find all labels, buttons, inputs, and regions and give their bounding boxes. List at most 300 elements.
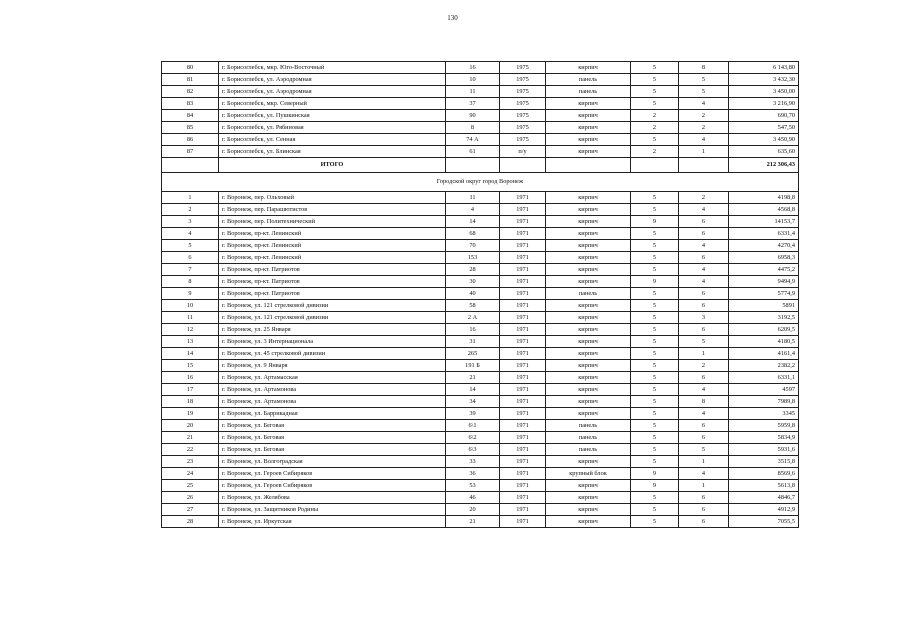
table-row	[162, 300, 799, 312]
year-cell: 1971	[500, 228, 546, 240]
row-number-cell: 26	[162, 492, 219, 504]
year-cell: 1975	[500, 134, 546, 146]
wall-material-cell: кирпич	[546, 360, 631, 372]
area-cell: 14153,7	[729, 216, 799, 228]
section-title: Городской округ город Воронеж	[162, 173, 799, 192]
row-number-cell: 20	[162, 420, 219, 432]
floors-cell: 5	[631, 492, 679, 504]
area-cell: 4912,9	[729, 504, 799, 516]
entrances-cell: 1	[679, 348, 729, 360]
area-cell: 4846,7	[729, 492, 799, 504]
building-number-cell: 61	[446, 146, 500, 158]
table-row	[162, 468, 799, 480]
row-number-cell: 4	[162, 228, 219, 240]
table-row	[162, 74, 799, 86]
page-number: 130	[447, 14, 458, 22]
table-row	[162, 192, 799, 204]
floors-cell: 5	[631, 432, 679, 444]
area-cell: 9494,9	[729, 276, 799, 288]
wall-material-cell: кирпич	[546, 396, 631, 408]
table-row	[162, 276, 799, 288]
floors-cell: 5	[631, 336, 679, 348]
area-cell: 4198,8	[729, 192, 799, 204]
entrances-cell: 4	[679, 408, 729, 420]
address-cell: г. Воронеж, ул. Желябова	[219, 492, 446, 504]
wall-material-cell: кирпич	[546, 456, 631, 468]
wall-material-cell: кирпич	[546, 192, 631, 204]
building-number-cell: 68	[446, 228, 500, 240]
entrances-cell: 5	[679, 444, 729, 456]
building-number-cell: 21	[446, 372, 500, 384]
building-number-cell: 265	[446, 348, 500, 360]
area-cell: 690,70	[729, 110, 799, 122]
row-number-cell: 1	[162, 192, 219, 204]
address-cell: г. Воронеж, ул. Волгоградская	[219, 456, 446, 468]
address-cell: г. Борисоглебск, ул. Сенная	[219, 134, 446, 146]
address-cell: г. Борисоглебск, мкр. Юго-Восточный	[219, 62, 446, 74]
year-cell: 1975	[500, 98, 546, 110]
address-cell: г. Воронеж, ул. 25 Января	[219, 324, 446, 336]
row-number-cell: 22	[162, 444, 219, 456]
year-cell: 1975	[500, 62, 546, 74]
year-cell: 1971	[500, 396, 546, 408]
building-number-cell: 58	[446, 300, 500, 312]
year-cell: 1971	[500, 264, 546, 276]
building-number-cell: 6\3	[446, 444, 500, 456]
entrances-cell: 1	[679, 456, 729, 468]
area-cell: 6331,4	[729, 228, 799, 240]
table-section-voronezh	[162, 192, 799, 528]
year-cell: 1975	[500, 122, 546, 134]
building-number-cell: 21	[446, 516, 500, 528]
table-row	[162, 98, 799, 110]
wall-material-cell: крупный блок	[546, 468, 631, 480]
address-cell: г. Воронеж, ул. Беговая	[219, 432, 446, 444]
wall-material-cell: кирпич	[546, 276, 631, 288]
building-number-cell: 11	[446, 192, 500, 204]
address-cell: г. Воронеж, пр-кт. Ленинский	[219, 240, 446, 252]
address-cell: г. Воронеж, пр-кт. Ленинский	[219, 252, 446, 264]
entrances-cell: 6	[679, 492, 729, 504]
row-number-cell: 6	[162, 252, 219, 264]
floors-cell: 5	[631, 204, 679, 216]
year-cell: 1971	[500, 276, 546, 288]
address-cell: г. Воронеж, ул. Героев Сибиряков	[219, 468, 446, 480]
row-number-cell: 10	[162, 300, 219, 312]
address-cell: г. Воронеж, ул. Беговая	[219, 444, 446, 456]
area-cell: 4597	[729, 384, 799, 396]
area-cell: 5931,6	[729, 444, 799, 456]
row-number-cell: 2	[162, 204, 219, 216]
table-row	[162, 204, 799, 216]
area-cell: 547,50	[729, 122, 799, 134]
entrances-cell: 6	[679, 324, 729, 336]
row-number-cell: 83	[162, 98, 219, 110]
year-cell: 1971	[500, 492, 546, 504]
table-row	[162, 240, 799, 252]
floors-cell: 5	[631, 300, 679, 312]
floors-cell: 9	[631, 480, 679, 492]
wall-material-cell: кирпич	[546, 480, 631, 492]
total-row	[162, 158, 799, 173]
table-row	[162, 252, 799, 264]
floors-cell: 5	[631, 312, 679, 324]
entrances-cell: 4	[679, 276, 729, 288]
entrances-cell: 1	[679, 146, 729, 158]
entrances-cell: 8	[679, 62, 729, 74]
address-cell: г. Борисоглебск, ул. Рябиновая	[219, 122, 446, 134]
floors-cell: 5	[631, 420, 679, 432]
area-cell: 6958,3	[729, 252, 799, 264]
area-cell: 5834,9	[729, 432, 799, 444]
wall-material-cell: кирпич	[546, 408, 631, 420]
row-number-cell: 7	[162, 264, 219, 276]
entrances-cell: 2	[679, 110, 729, 122]
entrances-cell: 4	[679, 384, 729, 396]
building-number-cell: 70	[446, 240, 500, 252]
address-cell: г. Воронеж, ул. Беговая	[219, 420, 446, 432]
area-cell: 3345	[729, 408, 799, 420]
address-cell: г. Воронеж, ул. 45 стрелковой дивизии	[219, 348, 446, 360]
area-cell: 4568,8	[729, 204, 799, 216]
row-number-cell: 21	[162, 432, 219, 444]
wall-material-cell: кирпич	[546, 264, 631, 276]
table-row	[162, 264, 799, 276]
building-number-cell: 46	[446, 492, 500, 504]
floors-cell: 5	[631, 98, 679, 110]
wall-material-cell: панель	[546, 420, 631, 432]
building-number-cell: 16	[446, 62, 500, 74]
building-number-cell: 40	[446, 288, 500, 300]
entrances-cell: 6	[679, 288, 729, 300]
area-cell: 5959,8	[729, 420, 799, 432]
table-row	[162, 492, 799, 504]
year-cell: 1971	[500, 504, 546, 516]
wall-material-cell: кирпич	[546, 324, 631, 336]
floors-cell: 5	[631, 228, 679, 240]
entrances-cell: 5	[679, 74, 729, 86]
wall-material-cell: кирпич	[546, 240, 631, 252]
year-cell: 1971	[500, 312, 546, 324]
table-row	[162, 432, 799, 444]
building-number-cell: 31	[446, 336, 500, 348]
building-number-cell: 11	[446, 86, 500, 98]
row-number-cell: 9	[162, 288, 219, 300]
row-number-cell: 81	[162, 74, 219, 86]
year-cell: 1971	[500, 360, 546, 372]
wall-material-cell: кирпич	[546, 336, 631, 348]
building-number-cell: 14	[446, 216, 500, 228]
total-empty-cell	[500, 158, 546, 173]
row-number-cell: 15	[162, 360, 219, 372]
wall-material-cell: кирпич	[546, 504, 631, 516]
area-cell: 5891	[729, 300, 799, 312]
row-number-cell: 28	[162, 516, 219, 528]
table-row	[162, 444, 799, 456]
address-cell: г. Борисоглебск, ул. Блинская	[219, 146, 446, 158]
year-cell: 1971	[500, 288, 546, 300]
wall-material-cell: кирпич	[546, 384, 631, 396]
row-number-cell: 17	[162, 384, 219, 396]
floors-cell: 5	[631, 62, 679, 74]
building-number-cell: 8	[446, 122, 500, 134]
total-empty-cell	[162, 158, 219, 173]
floors-cell: 2	[631, 146, 679, 158]
row-number-cell: 87	[162, 146, 219, 158]
building-number-cell: 90	[446, 110, 500, 122]
year-cell: 1971	[500, 444, 546, 456]
floors-cell: 5	[631, 444, 679, 456]
address-cell: г. Воронеж, пр-кт. Ленинский	[219, 228, 446, 240]
entrances-cell: 8	[679, 396, 729, 408]
floors-cell: 9	[631, 216, 679, 228]
table-row	[162, 146, 799, 158]
entrances-cell: 6	[679, 432, 729, 444]
table-row	[162, 504, 799, 516]
building-number-cell: 14	[446, 384, 500, 396]
entrances-cell: 6	[679, 504, 729, 516]
entrances-cell: 5	[679, 86, 729, 98]
building-number-cell: 37	[446, 98, 500, 110]
year-cell: 1971	[500, 192, 546, 204]
row-number-cell: 23	[162, 456, 219, 468]
total-empty-cell	[631, 158, 679, 173]
floors-cell: 5	[631, 240, 679, 252]
table-row	[162, 384, 799, 396]
building-number-cell: 30	[446, 276, 500, 288]
entrances-cell: 6	[679, 216, 729, 228]
year-cell: 1971	[500, 372, 546, 384]
entrances-cell: 6	[679, 516, 729, 528]
table-row	[162, 324, 799, 336]
area-cell: 3 450,90	[729, 134, 799, 146]
table-row	[162, 312, 799, 324]
building-number-cell: 33	[446, 456, 500, 468]
year-cell: 1971	[500, 336, 546, 348]
building-number-cell: 20	[446, 504, 500, 516]
year-cell: 1971	[500, 456, 546, 468]
total-empty-cell	[546, 158, 631, 173]
wall-material-cell: кирпич	[546, 122, 631, 134]
wall-material-cell: кирпич	[546, 134, 631, 146]
area-cell: 3192,5	[729, 312, 799, 324]
entrances-cell: 4	[679, 240, 729, 252]
building-number-cell: 53	[446, 480, 500, 492]
floors-cell: 5	[631, 408, 679, 420]
row-number-cell: 80	[162, 62, 219, 74]
year-cell: 1971	[500, 240, 546, 252]
area-cell: 3 450,00	[729, 86, 799, 98]
row-number-cell: 85	[162, 122, 219, 134]
total-value: 212 306,43	[729, 158, 799, 173]
building-number-cell: 4	[446, 204, 500, 216]
entrances-cell: 4	[679, 204, 729, 216]
wall-material-cell: панель	[546, 444, 631, 456]
year-cell: 1971	[500, 252, 546, 264]
entrances-cell: 6	[679, 300, 729, 312]
row-number-cell: 11	[162, 312, 219, 324]
floors-cell: 9	[631, 468, 679, 480]
address-cell: г. Воронеж, ул. Баррикадная	[219, 408, 446, 420]
table-row	[162, 360, 799, 372]
building-number-cell: 6\1	[446, 420, 500, 432]
row-number-cell: 8	[162, 276, 219, 288]
year-cell: 1971	[500, 384, 546, 396]
row-number-cell: 24	[162, 468, 219, 480]
floors-cell: 5	[631, 456, 679, 468]
floors-cell: 5	[631, 504, 679, 516]
year-cell: 1975	[500, 110, 546, 122]
year-cell: 1971	[500, 204, 546, 216]
table-row	[162, 86, 799, 98]
entrances-cell: 6	[679, 252, 729, 264]
table-row	[162, 480, 799, 492]
entrances-cell: 4	[679, 134, 729, 146]
entrances-cell: 4	[679, 98, 729, 110]
total-label: ИТОГО	[219, 158, 446, 173]
building-number-cell: 16	[446, 324, 500, 336]
table-row	[162, 420, 799, 432]
address-cell: г. Борисоглебск, ул. Аэродромная	[219, 86, 446, 98]
area-cell: 6209,5	[729, 324, 799, 336]
floors-cell: 5	[631, 324, 679, 336]
area-cell: 5613,8	[729, 480, 799, 492]
area-cell: 6 143,80	[729, 62, 799, 74]
year-cell: п/у	[500, 146, 546, 158]
address-cell: г. Воронеж, ул. 121 стрелковой дивизии	[219, 312, 446, 324]
floors-cell: 5	[631, 396, 679, 408]
year-cell: 1971	[500, 516, 546, 528]
year-cell: 1975	[500, 86, 546, 98]
area-cell: 4180,5	[729, 336, 799, 348]
address-cell: г. Воронеж, ул. Артамонова	[219, 396, 446, 408]
year-cell: 1971	[500, 432, 546, 444]
entrances-cell: 5	[679, 336, 729, 348]
address-cell: г. Воронеж, пер. Парашютистов	[219, 204, 446, 216]
table-row	[162, 122, 799, 134]
floors-cell: 5	[631, 288, 679, 300]
year-cell: 1971	[500, 300, 546, 312]
entrances-cell: 4	[679, 468, 729, 480]
row-number-cell: 84	[162, 110, 219, 122]
wall-material-cell: кирпич	[546, 110, 631, 122]
table-row	[162, 372, 799, 384]
table-row	[162, 348, 799, 360]
area-cell: 3 432,30	[729, 74, 799, 86]
table-row	[162, 336, 799, 348]
entrances-cell: 6	[679, 372, 729, 384]
row-number-cell: 16	[162, 372, 219, 384]
building-number-cell: 191 Б	[446, 360, 500, 372]
wall-material-cell: кирпич	[546, 62, 631, 74]
wall-material-cell: кирпич	[546, 216, 631, 228]
wall-material-cell: кирпич	[546, 372, 631, 384]
area-cell: 2382,2	[729, 360, 799, 372]
address-cell: г. Воронеж, ул. 121 стрелковой дивизии	[219, 300, 446, 312]
table-row	[162, 516, 799, 528]
address-cell: г. Воронеж, ул. Артамасская	[219, 372, 446, 384]
row-number-cell: 5	[162, 240, 219, 252]
address-cell: г. Борисоглебск, мкр. Северный	[219, 98, 446, 110]
entrances-cell: 2	[679, 192, 729, 204]
address-cell: г. Воронеж, ул. 3 Интернационала	[219, 336, 446, 348]
wall-material-cell: кирпич	[546, 348, 631, 360]
area-cell: 7055,5	[729, 516, 799, 528]
row-number-cell: 25	[162, 480, 219, 492]
wall-material-cell: кирпич	[546, 300, 631, 312]
total-empty-cell	[679, 158, 729, 173]
total-section	[162, 158, 799, 192]
total-empty-cell	[446, 158, 500, 173]
wall-material-cell: кирпич	[546, 492, 631, 504]
row-number-cell: 19	[162, 408, 219, 420]
area-cell: 4161,4	[729, 348, 799, 360]
entrances-cell: 1	[679, 480, 729, 492]
table-row	[162, 396, 799, 408]
table-row	[162, 62, 799, 74]
year-cell: 1971	[500, 348, 546, 360]
address-cell: г. Воронеж, ул. Иркутская	[219, 516, 446, 528]
address-cell: г. Борисоглебск, ул. Пушкинская	[219, 110, 446, 122]
floors-cell: 5	[631, 372, 679, 384]
row-number-cell: 27	[162, 504, 219, 516]
floors-cell: 5	[631, 252, 679, 264]
wall-material-cell: панель	[546, 288, 631, 300]
building-number-cell: 153	[446, 252, 500, 264]
address-cell: г. Борисоглебск, ул. Аэродромная	[219, 74, 446, 86]
floors-cell: 5	[631, 384, 679, 396]
floors-cell: 5	[631, 134, 679, 146]
building-number-cell: 6\2	[446, 432, 500, 444]
area-cell: 635,60	[729, 146, 799, 158]
floors-cell: 5	[631, 86, 679, 98]
address-cell: г. Воронеж, ул. Защитников Родины	[219, 504, 446, 516]
wall-material-cell: кирпич	[546, 146, 631, 158]
building-number-cell: 74 А	[446, 134, 500, 146]
area-cell: 5774,9	[729, 288, 799, 300]
row-number-cell: 13	[162, 336, 219, 348]
address-cell: г. Воронеж, пр-кт. Патриотов	[219, 288, 446, 300]
area-cell: 8569,6	[729, 468, 799, 480]
floors-cell: 9	[631, 276, 679, 288]
entrances-cell: 4	[679, 264, 729, 276]
entrances-cell: 3	[679, 312, 729, 324]
table-row	[162, 228, 799, 240]
building-number-cell: 36	[446, 468, 500, 480]
floors-cell: 5	[631, 516, 679, 528]
entrances-cell: 6	[679, 228, 729, 240]
entrances-cell: 2	[679, 360, 729, 372]
wall-material-cell: кирпич	[546, 228, 631, 240]
wall-material-cell: панель	[546, 74, 631, 86]
section-header-row	[162, 173, 799, 192]
wall-material-cell: кирпич	[546, 312, 631, 324]
row-number-cell: 3	[162, 216, 219, 228]
area-cell: 4270,4	[729, 240, 799, 252]
area-cell: 3 216,90	[729, 98, 799, 110]
building-number-cell: 34	[446, 396, 500, 408]
entrances-cell: 2	[679, 122, 729, 134]
table-row	[162, 110, 799, 122]
area-cell: 4475,2	[729, 264, 799, 276]
address-cell: г. Воронеж, пер. Политехнический	[219, 216, 446, 228]
floors-cell: 5	[631, 74, 679, 86]
area-cell: 6331,1	[729, 372, 799, 384]
wall-material-cell: панель	[546, 86, 631, 98]
floors-cell: 5	[631, 192, 679, 204]
row-number-cell: 82	[162, 86, 219, 98]
table-row	[162, 288, 799, 300]
